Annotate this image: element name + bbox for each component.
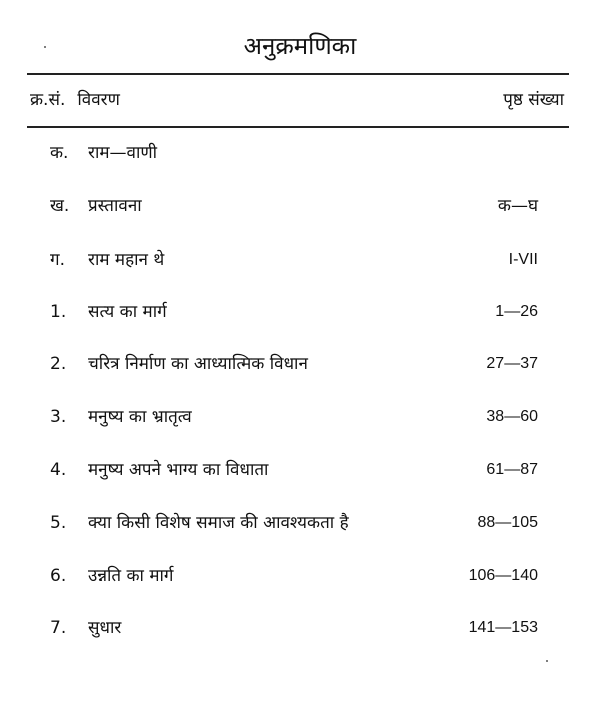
entry-number: 2. [50, 354, 67, 374]
entry-pages: 88—105 [477, 514, 538, 531]
entry-title: सुधार [88, 618, 122, 638]
entry-number: 7. [50, 618, 67, 638]
entry-number: 6. [50, 566, 67, 586]
entry-title: राम महान थे [88, 250, 165, 270]
entry-pages: I-VII [508, 251, 538, 268]
entry-number: 5. [50, 513, 67, 533]
table-header-left [30, 88, 120, 112]
entry-pages: 106—140 [468, 567, 538, 584]
entry-number: क. [50, 143, 69, 163]
entry-pages: 27—37 [486, 355, 538, 372]
toc-entry [0, 191, 600, 225]
entry-title: सत्य का मार्ग [88, 302, 167, 322]
toc-entry [0, 349, 600, 383]
header-top-rule [27, 73, 569, 75]
entry-title: मनुष्य अपने भाग्य का विधाता [88, 460, 269, 480]
scan-speck [44, 46, 46, 48]
entry-title: क्या किसी विशेष समाज की आवश्यकता है [88, 513, 349, 533]
entry-pages: 141—153 [468, 619, 538, 636]
toc-entry [0, 455, 600, 489]
entry-pages: 1—26 [495, 303, 538, 320]
entry-title: प्रस्तावना [88, 196, 142, 216]
entry-pages: 38—60 [486, 408, 538, 425]
entry-number: 3. [50, 407, 67, 427]
entry-title: राम—वाणी [88, 143, 158, 163]
header-bottom-rule [27, 126, 569, 128]
toc-entry [0, 297, 600, 331]
entry-pages: 61—87 [486, 461, 538, 478]
entry-pages: क—घ [497, 196, 538, 216]
scan-speck [546, 660, 548, 662]
entry-number: 1. [50, 302, 67, 322]
entry-number: ख. [50, 196, 70, 216]
entry-number: 4. [50, 460, 67, 480]
page-number-column-header: पृष्ठ संख्या [503, 90, 564, 110]
page-title: अनुक्रमणिका [243, 32, 357, 60]
toc-entry [0, 138, 600, 172]
entry-number: ग. [50, 250, 65, 270]
description-column-header: विवरण [77, 90, 120, 110]
entry-title: चरित्र निर्माण का आध्यात्मिक विधान [88, 354, 308, 374]
entry-title: उन्नति का मार्ग [88, 566, 174, 586]
toc-entry [0, 245, 600, 279]
serial-column-header: क्र.सं. [30, 90, 66, 110]
toc-entry [0, 613, 600, 647]
entry-title: मनुष्य का भ्रातृत्व [88, 407, 192, 427]
toc-entry [0, 402, 600, 436]
toc-entry [0, 561, 600, 595]
toc-entry [0, 508, 600, 542]
